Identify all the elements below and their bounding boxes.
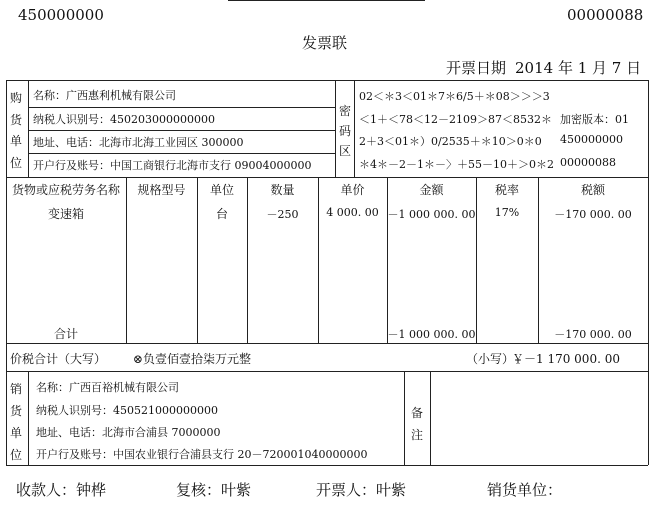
cipher-line-1: 02＜＊3＜01＊7＊6/5＋＊08＞＞＞3 [359,90,550,103]
header-tax-amount: 税额 [580,183,605,197]
date-value: 2014 年 1 月 7 日 [515,59,642,77]
header-tax-rate: 税率 [494,183,519,197]
cipher-label-divider [354,80,355,177]
seller-tax-id: 纳税人识别号：450521000000000 [36,404,218,417]
cipher-code: 450000000 [560,133,623,146]
header-quantity: 数量 [270,183,295,197]
item-unit-price: 4 000. 00 [326,206,379,219]
total-tax: －170 000. 00 [554,328,632,341]
invoice-code: 450000000 [18,6,104,24]
seller-name: 名称：广西百裕机械有限公司 [36,381,179,394]
buyer-name: 名称：广西惠利机械有限公司 [33,89,176,102]
buyer-address: 地址、电话：北海市北海工业园区 300000 [33,136,244,149]
footer-reviewer: 复核：叶紫 [176,481,252,499]
col-divider-unit [197,177,198,343]
col-divider-rate [476,177,477,343]
col-divider-price [318,177,319,343]
remark-label-divider [430,371,431,465]
buyer-tax-id: 纳税人识别号：450203000000000 [33,113,215,126]
price-tax-small-label: （小写） [466,352,515,366]
remark-label: 备 注 [411,406,424,442]
buyer-divider-3 [28,153,335,154]
buyer-side-label: 购 货 单 位 [10,91,23,170]
cipher-line-3: 2＋3＜01＊）0/2535＋＊10＞0＊0 [359,135,542,148]
footer-drawer: 开票人：叶紫 [316,481,407,499]
buyer-bank: 开户行及账号：中国工商银行北海市支行 09004000000 [33,159,312,172]
top-rule [228,0,425,1]
item-tax-amount: －170 000. 00 [554,208,632,221]
header-amount: 金额 [419,183,444,197]
items-bottom [6,343,648,344]
col-divider-amount [387,177,388,343]
item-quantity: －250 [266,208,299,221]
total-label: 合计 [53,327,78,341]
footer-payee: 收款人：钟桦 [16,481,107,499]
invoice-number: 00000088 [567,6,644,24]
cipher-line-2: ＜1＋＜78＜12－2109＞87＜8532＊ [359,113,552,126]
cipher-number: 00000088 [560,156,616,169]
item-name: 变速箱 [47,207,84,221]
col-divider-tax [538,177,539,343]
remark-left-divider [404,371,405,465]
col-divider-spec [126,177,127,343]
col-divider-qty [247,177,248,343]
total-amount: －1 000 000. 00 [387,328,476,341]
header-unit-price: 单价 [340,183,365,197]
seller-side-divider [28,371,29,465]
items-top [6,177,648,178]
frame-bottom [6,465,648,466]
date-label: 开票日期 [446,59,507,77]
buyer-side-divider [28,80,29,177]
price-tax-small-value: ￥－1 170 000. 00 [512,352,620,366]
cipher-line-4: ＊4＊－2－1＊－〉＋55－10＋＞0＊2 [359,158,554,171]
buyer-divider-2 [28,130,335,131]
item-unit: 台 [215,207,228,221]
header-spec: 规格型号 [137,183,186,197]
seller-bank: 开户行及账号：中国农业银行合浦县支行 20－720001040000000 [36,448,368,461]
item-amount: －1 000 000. 00 [387,208,476,221]
price-tax-total-label: 价税合计（大写） [10,352,107,366]
frame-left [6,80,7,465]
seller-side-label: 销 货 单 位 [10,382,23,462]
footer-seller-unit: 销货单位： [487,481,563,499]
header-goods-name: 货物或应税劳务名称 [11,183,120,197]
header-unit: 单位 [209,183,234,197]
price-tax-total-words: ⊗负壹佰壹拾柒万元整 [133,352,252,366]
cipher-version: 加密版本：01 [560,113,629,126]
frame-top [6,80,648,81]
cipher-left-divider [335,80,336,177]
seller-address: 地址、电话：北海市合浦县 7000000 [36,426,221,439]
frame-right [648,80,649,465]
item-tax-rate: 17% [494,206,520,219]
cipher-label: 密 码 区 [339,104,352,158]
seller-top [6,371,648,372]
buyer-divider-1 [28,107,335,108]
document-title: 发票联 [302,34,348,52]
